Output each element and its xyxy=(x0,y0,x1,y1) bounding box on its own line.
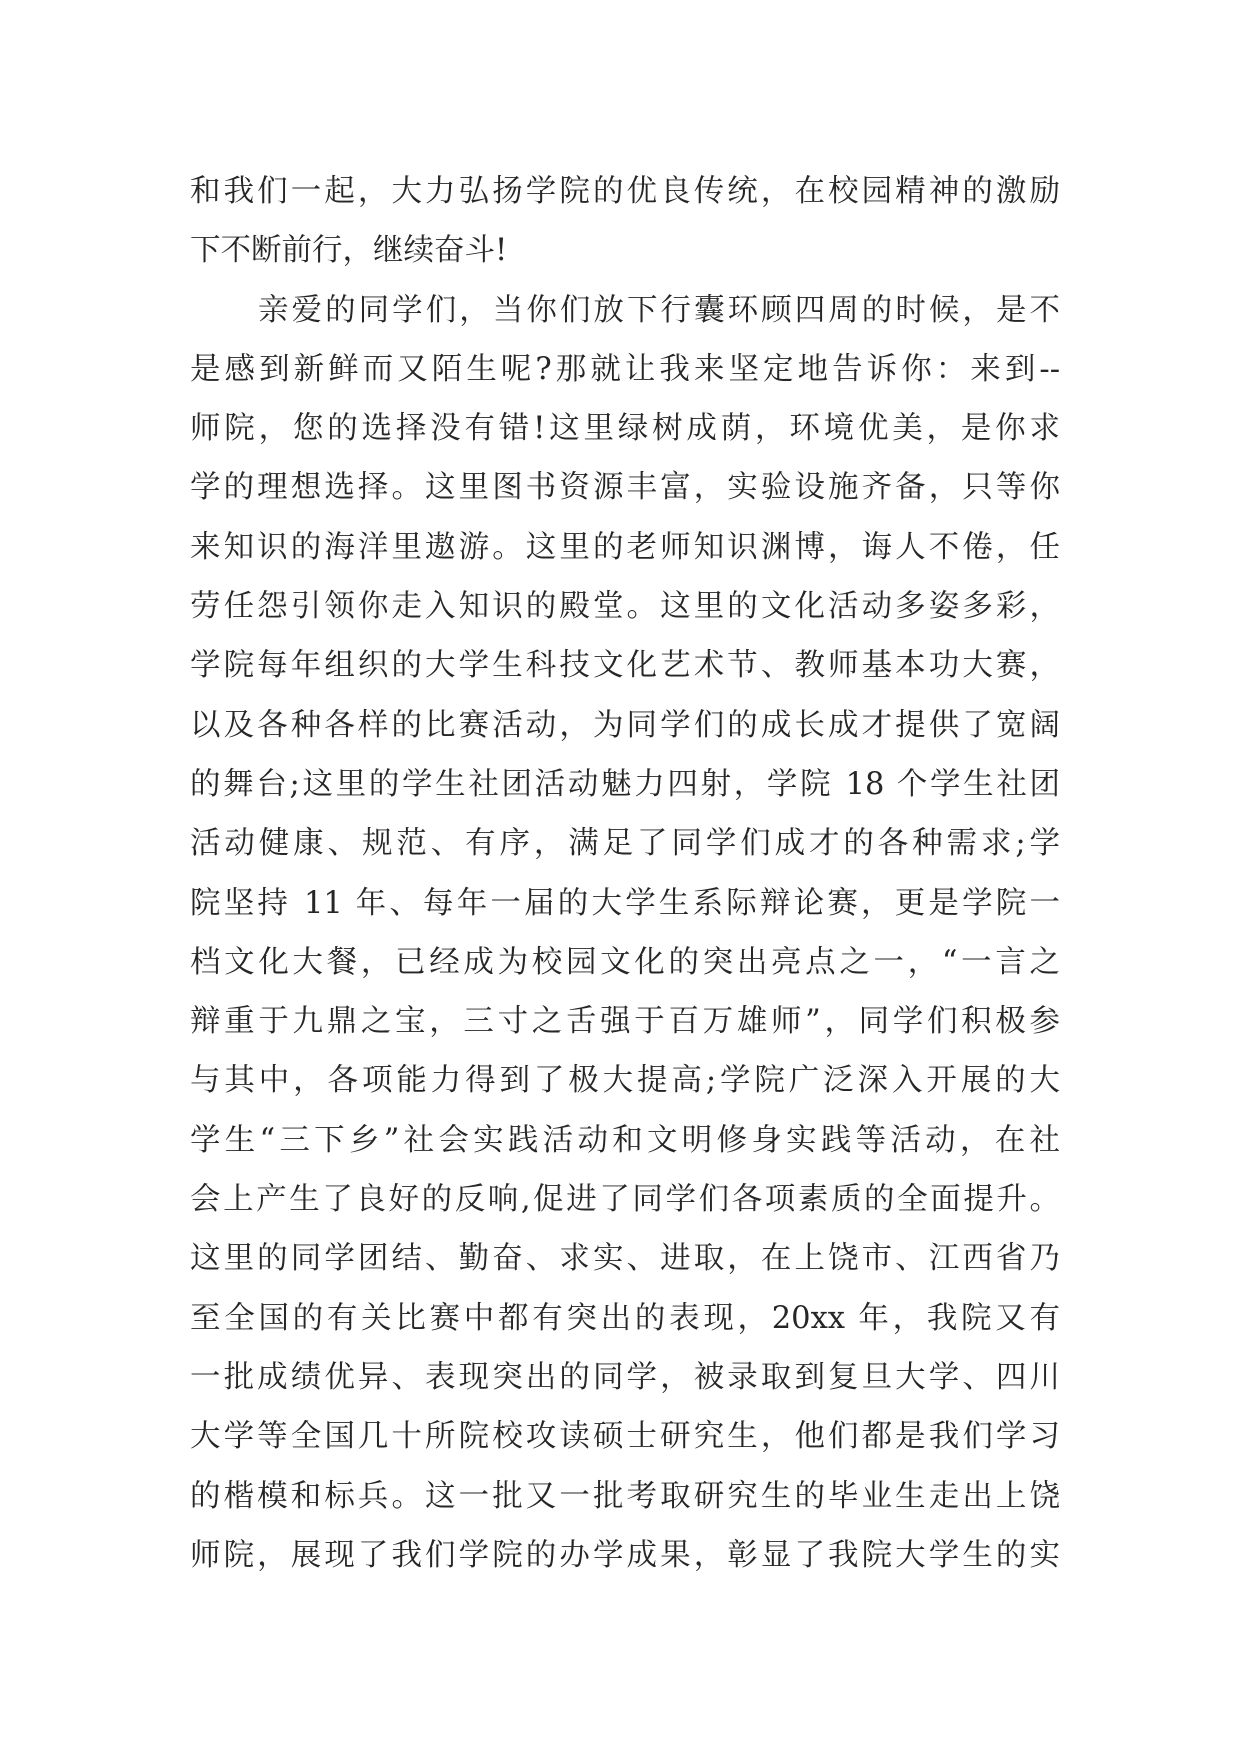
text-line: 的舞台;这里的学生社团活动魅力四射，学院 18 个学生社团 xyxy=(190,766,1060,802)
text-line: 学院每年组织的大学生科技文化艺术节、教师基本功大赛， xyxy=(190,648,1060,684)
text-line: 以及各种各样的比赛活动，为同学们的成长成才提供了宽阔 xyxy=(190,707,1060,743)
text-line: 来知识的海洋里遨游。这里的老师知识渊博，诲人不倦，任 xyxy=(190,529,1060,565)
text-line: 学的理想选择。这里图书资源丰富，实验设施齐备，只等你 xyxy=(190,470,1060,506)
text-line: 档文化大餐，已经成为校园文化的突出亮点之一，“一言之 xyxy=(190,944,1060,980)
text-line: 是感到新鲜而又陌生呢?那就让我来坚定地告诉你：来到-- xyxy=(190,351,1060,387)
text-line: 师院，您的选择没有错!这里绿树成荫，环境优美，是你求 xyxy=(190,411,1060,447)
text-line: 的楷模和标兵。这一批又一批考取研究生的毕业生走出上饶 xyxy=(190,1478,1060,1514)
text-line: 至全国的有关比赛中都有突出的表现，20xx 年，我院又有 xyxy=(190,1300,1060,1336)
text-line: 这里的同学团结、勤奋、求实、进取，在上饶市、江西省乃 xyxy=(190,1241,1060,1277)
text-line: 辩重于九鼎之宝，三寸之舌强于百万雄师”，同学们积极参 xyxy=(190,1004,1060,1040)
text-line: 一批成绩优异、表现突出的同学，被录取到复旦大学、四川 xyxy=(190,1359,1060,1395)
paragraph-first-line: 亲爱的同学们，当你们放下行囊环顾四周的时候，是不 xyxy=(258,292,1060,328)
text-line: 劳任怨引领你走入知识的殿堂。这里的文化活动多姿多彩， xyxy=(190,589,1060,625)
text-line: 院坚持 11 年、每年一届的大学生系际辩论赛，更是学院一 xyxy=(190,885,1060,921)
text-line: 会上产生了良好的反响,促进了同学们各项素质的全面提升。 xyxy=(190,1182,1060,1218)
text-line: 下不断前行，继续奋斗! xyxy=(190,233,508,269)
text-line: 与其中，各项能力得到了极大提高;学院广泛深入开展的大 xyxy=(190,1063,1060,1099)
text-line: 大学等全国几十所院校攻读硕士研究生，他们都是我们学习 xyxy=(190,1419,1060,1455)
text-line: 学生“三下乡”社会实践活动和文明修身实践等活动，在社 xyxy=(190,1122,1060,1158)
text-line: 活动健康、规范、有序，满足了同学们成才的各种需求;学 xyxy=(190,826,1060,862)
text-line: 师院，展现了我们学院的办学成果，彰显了我院大学生的实 xyxy=(190,1537,1060,1573)
text-line: 和我们一起，大力弘扬学院的优良传统，在校园精神的激励 xyxy=(190,174,1060,209)
body-text xyxy=(190,162,1060,1585)
